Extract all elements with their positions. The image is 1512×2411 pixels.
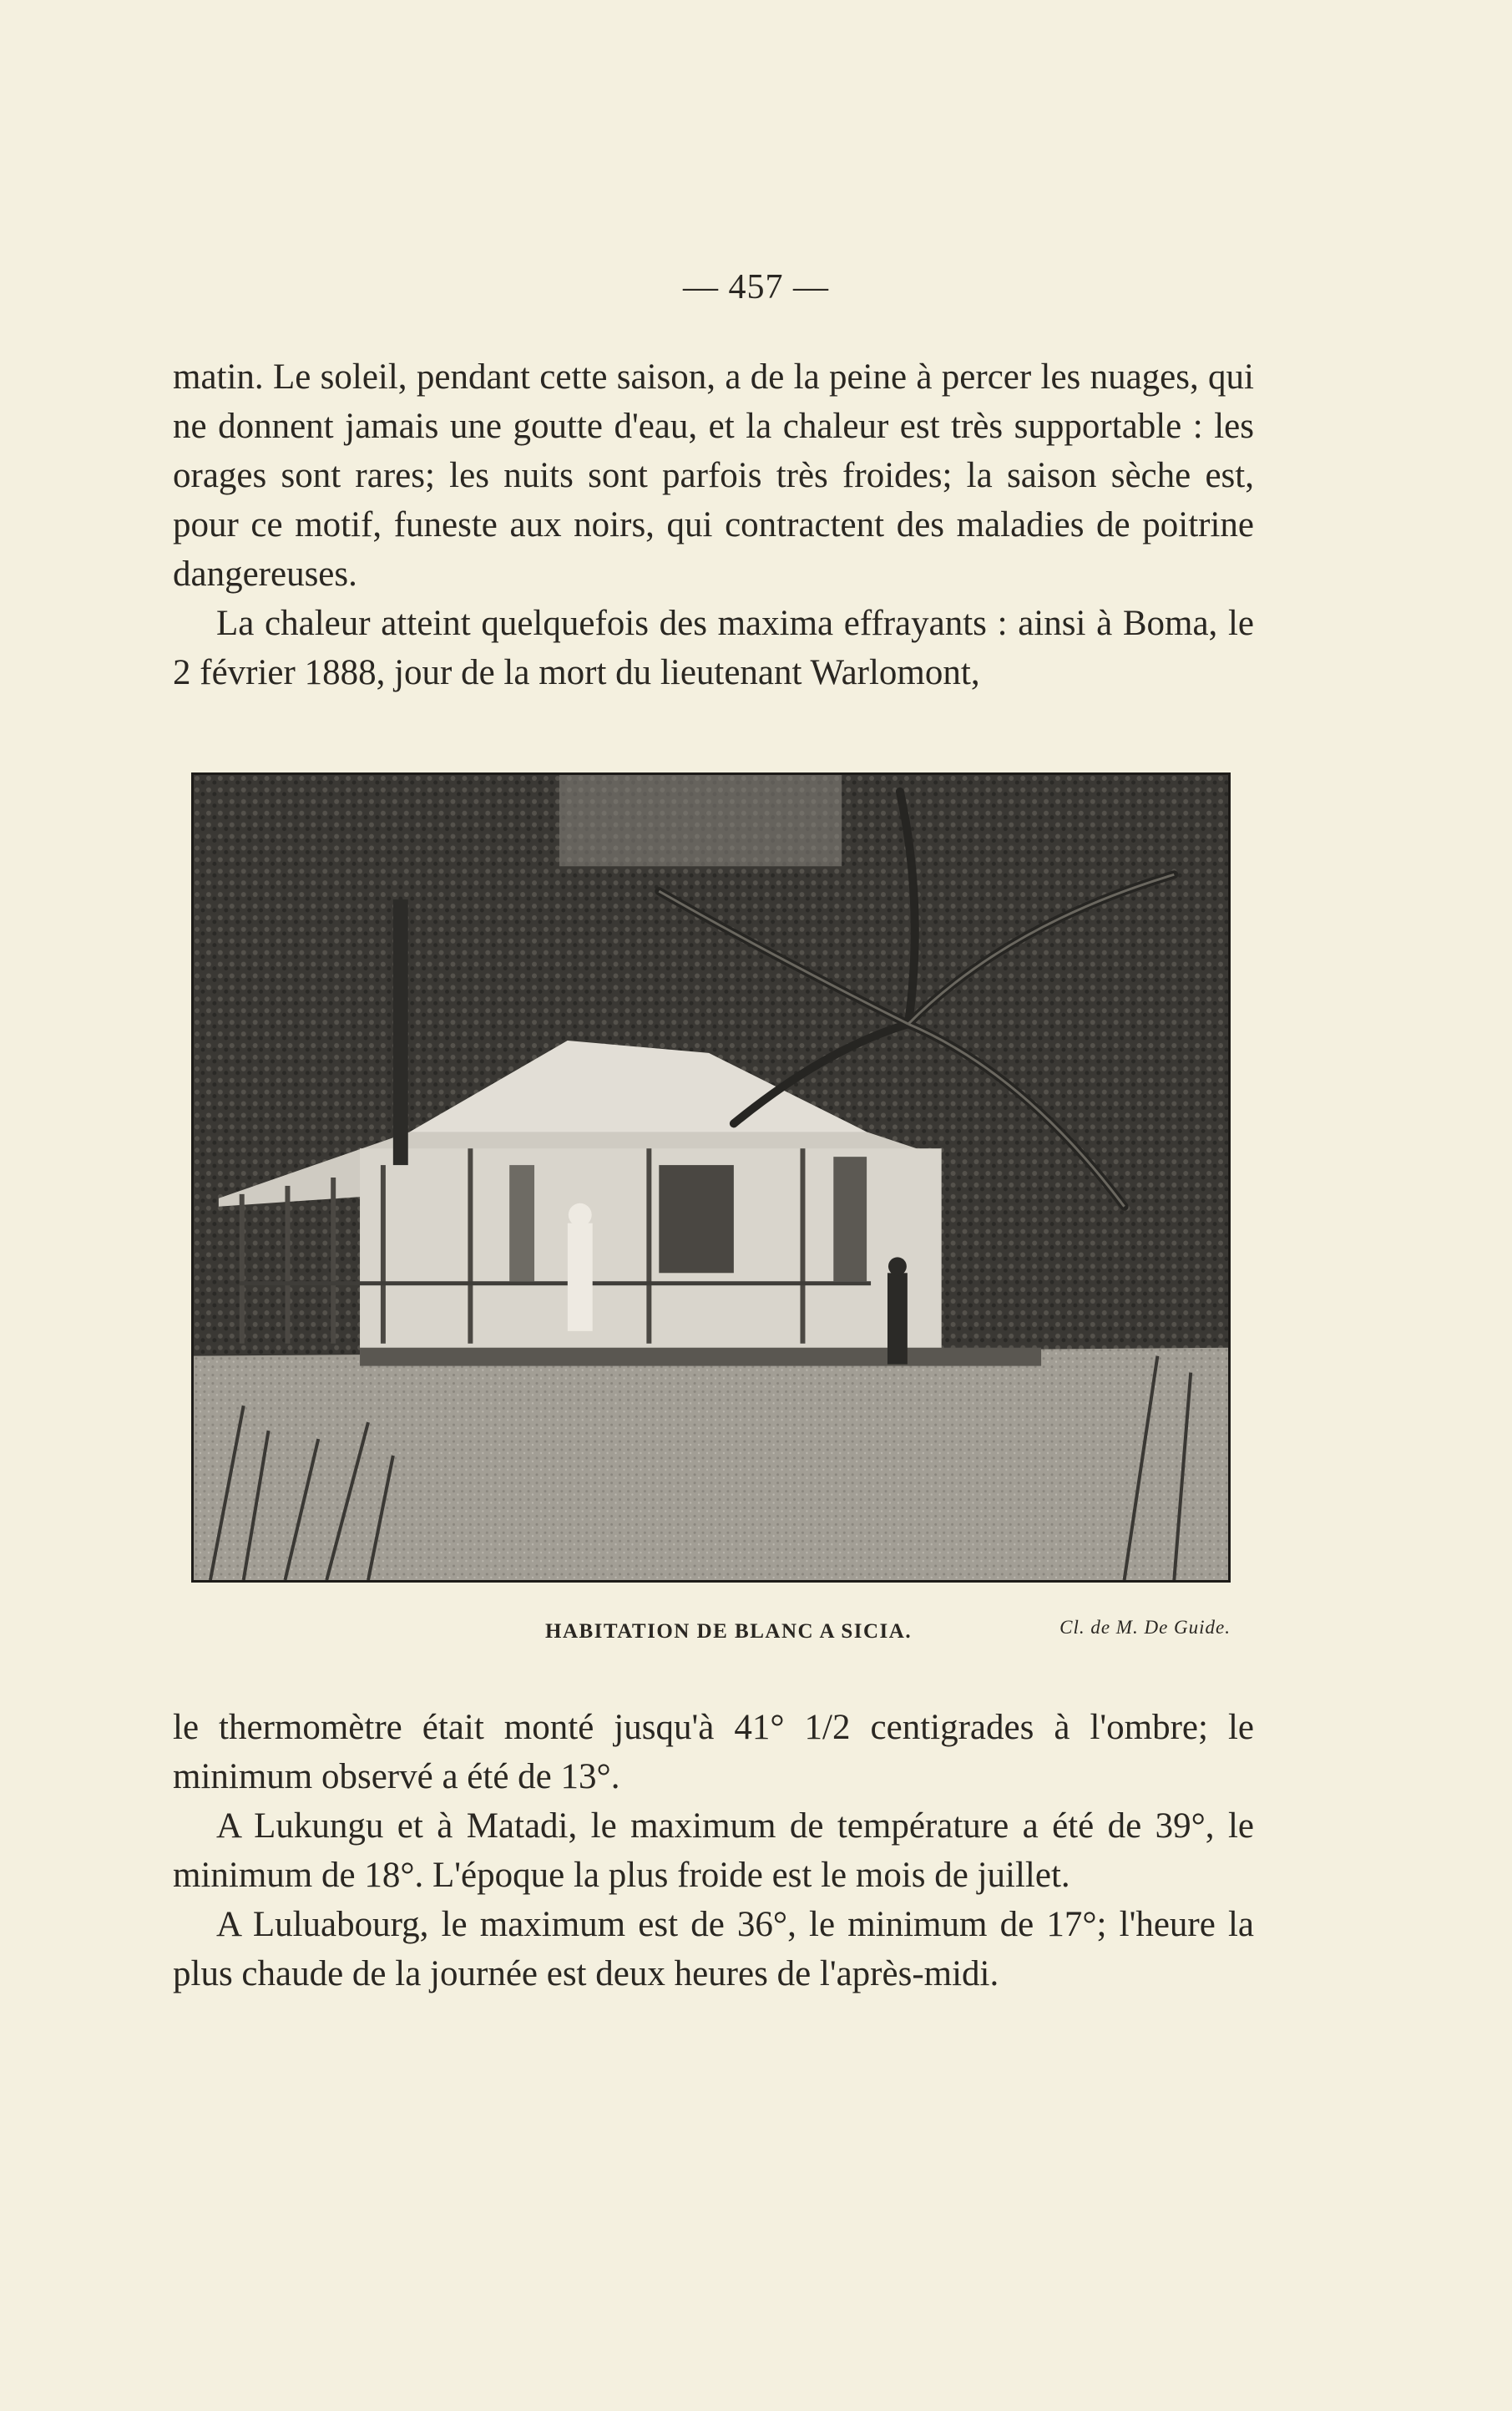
paragraph: matin. Le soleil, pendant cette saison, a de la peine à percer les nuages, qui ne donnent jamais une goutte d'eau, et la chaleur est très supportable : les orages sont rares; les nuits sont parfois très froides; la saison sèche est, pour ce motif, funeste aux noirs, qui contractent des maladies de poitrine dangereuses.: [173, 357, 1254, 594]
paragraph: A Luluabourg, le maximum est de 36°, le minimum de 17°; l'heure la plus chaude de la journée est deux heures de l'après-midi.: [173, 1905, 1254, 1993]
paragraph: A Lukungu et à Matadi, le maximum de température a été de 39°, le minimum de 18°. L'époque la plus froide est le mois de juillet.: [173, 1806, 1254, 1895]
caption-title: HABITATION DE BLANC A SICIA.: [545, 1620, 913, 1643]
photo-illustration: [194, 775, 1228, 1580]
body-text-top: [173, 352, 1254, 697]
photograph-white-habitation: [191, 772, 1231, 1583]
figure-caption: [191, 1617, 1231, 1650]
page-number: — 457 —: [683, 268, 829, 306]
photo-credit: Cl. de M. De Guide.: [1059, 1617, 1231, 1638]
paragraph: le thermomètre était monté jusqu'à 41° 1/2 centigrades à l'ombre; le minimum observé a été de 13°.: [173, 1708, 1254, 1796]
body-text-bottom: [173, 1703, 1254, 1998]
paragraph: La chaleur atteint quelquefois des maxima effrayants : ainsi à Boma, le 2 février 1888, jour de la mort du lieutenant Warlomont,: [173, 604, 1254, 692]
